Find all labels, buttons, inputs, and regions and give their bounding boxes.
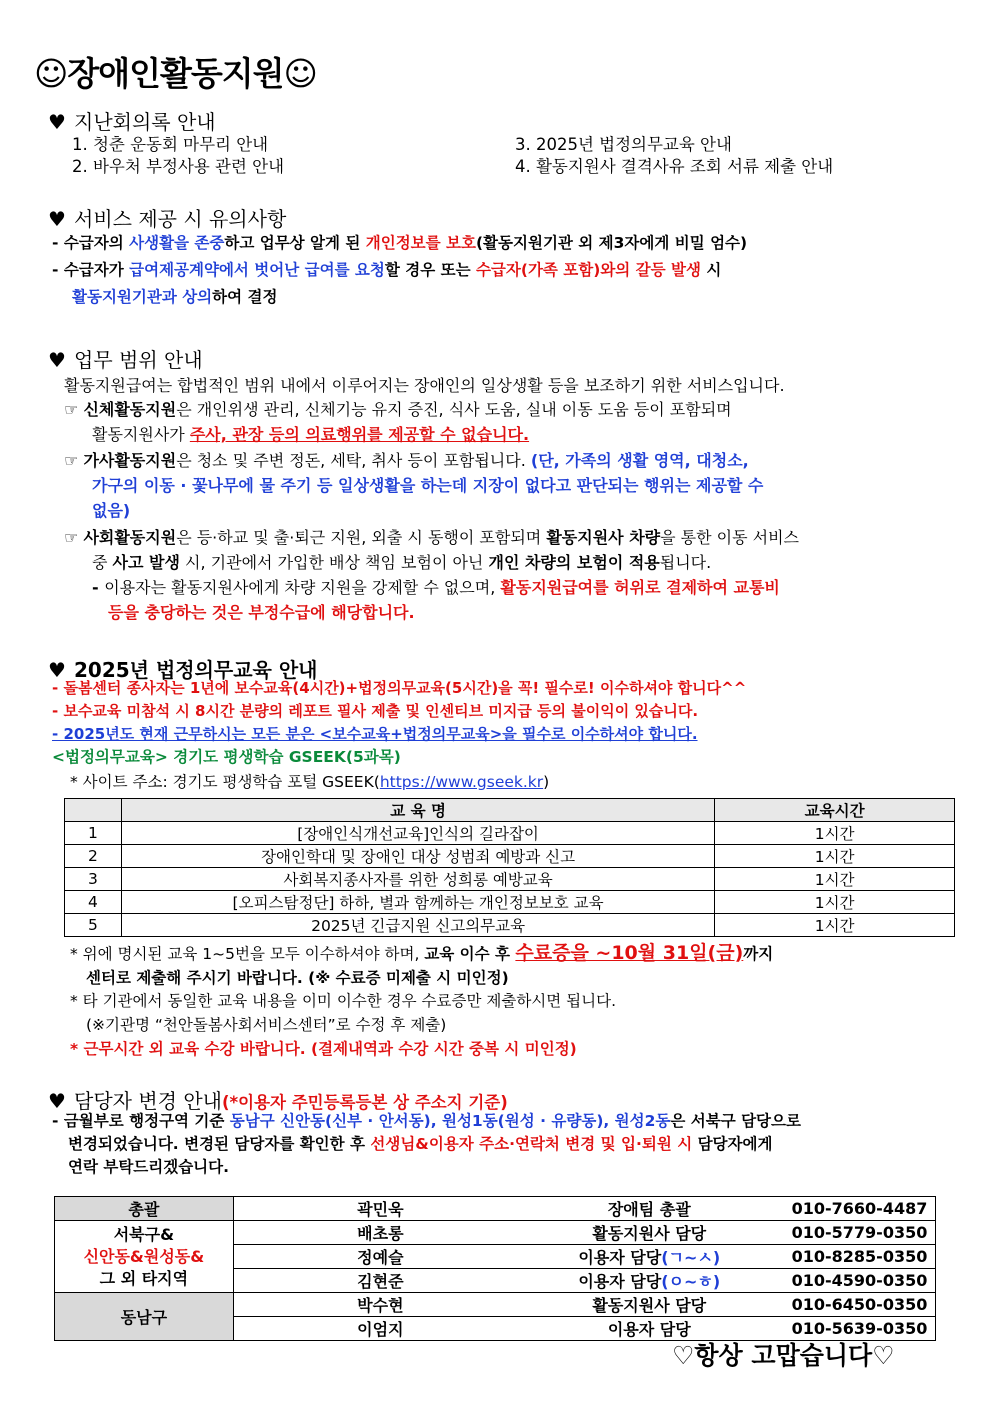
table-cell: 010-4590-0350	[772, 1269, 936, 1293]
manager-change-line-3: 연락 부탁드리겠습니다.	[68, 1158, 230, 1176]
gseek-link[interactable]: https://www.gseek.kr	[379, 773, 544, 791]
table-cell: 3	[65, 868, 122, 891]
table-cell: 1시간	[715, 914, 955, 937]
pointing-hand-icon: ☞	[64, 451, 79, 470]
table-row	[55, 1197, 936, 1221]
table-cell: 정예슬	[233, 1245, 527, 1269]
table-cell: 5	[65, 914, 122, 937]
closing-message: ♡항상 고맙습니다♡	[672, 1341, 895, 1370]
list-item: 4. 활동지원사 결격사유 조회 서류 제출 안내	[515, 157, 834, 176]
table-cell: [오피스탐정단] 하하, 별과 함께하는 개인정보보호 교육	[121, 891, 714, 914]
pointing-hand-icon: ☞	[64, 400, 79, 419]
table-header: 교 육 명	[121, 799, 714, 822]
heart-icon: ♥	[48, 658, 66, 682]
scope-social-line-4: 등을 충당하는 것은 부정수급에 해당합니다.	[108, 603, 415, 622]
table-cell: 이용자 담당(ㄱ~ㅅ)	[527, 1245, 772, 1269]
table-cell: 1시간	[715, 845, 955, 868]
education-submit-line: 센터로 제출해 주시기 바랍니다. (※ 수료증 미제출 시 미인정)	[86, 969, 509, 987]
table-cell: 4	[65, 891, 122, 914]
table-cell: 배초롱	[233, 1221, 527, 1245]
scope-physical-line-1: ☞ 신체활동지원은 개인위생 관리, 신체기능 유지 증진, 식사 도움, 실내 이동 도움 등이 포함되며	[64, 400, 732, 419]
page-title: ☺장애인활동지원☺	[34, 54, 317, 93]
section-heading-scope: ♥ 업무 범위 안내	[48, 348, 203, 372]
table-cell: 1시간	[715, 822, 955, 845]
table-header-row	[65, 799, 955, 822]
manager-table	[54, 1196, 936, 1341]
table-cell: 곽민욱	[233, 1197, 527, 1221]
table-row	[65, 868, 955, 891]
education-note-1: - 돌봄센터 종사자는 1년에 보수교육(4시간)+법정의무교육(5시간)을 꼭! 필수로! 이수하셔야 합니다^^	[52, 679, 747, 697]
table-cell: 총괄	[55, 1197, 234, 1221]
table-cell: 박수현	[233, 1293, 527, 1317]
precaution-line-1: - 수급자의 사생활을 존중하고 업무상 알게 된 개인정보를 보호(활동지원기관 외 제3자에게 비밀 엄수)	[52, 234, 748, 252]
table-cell: [장애인식개선교육]인식의 길라잡이	[121, 822, 714, 845]
table-cell: 010-7660-4487	[772, 1197, 936, 1221]
section-heading-minutes: ♥ 지난회의록 안내	[48, 110, 216, 134]
table-cell: 장애팀 총괄	[527, 1197, 772, 1221]
table-cell: 1	[65, 822, 122, 845]
scope-household-line-3: 없음)	[92, 501, 131, 520]
table-cell: 010-5779-0350	[772, 1221, 936, 1245]
scope-social-line-1: ☞ 사회활동지원은 등·하교 및 출·퇴근 지원, 외출 시 동행이 포함되며 활동지원사 차량을 통한 이동 서비스	[64, 528, 800, 547]
list-item: 1. 청춘 운동회 마무리 안내	[72, 135, 269, 154]
heart-icon: ♥	[48, 348, 66, 372]
education-site-line: * 사이트 주소: 경기도 평생학습 포털 GSEEK(https://www.gseek.kr)	[70, 773, 550, 791]
heart-icon: ♥	[48, 1089, 66, 1113]
section-heading-precautions: ♥ 서비스 제공 시 유의사항	[48, 207, 287, 231]
pointing-hand-icon: ☞	[64, 528, 79, 547]
table-row	[65, 822, 955, 845]
manager-change-line-2: 변경되었습니다. 변경된 담당자를 확인한 후 선생님&이용자 주소·연락처 변경 및 입·퇴원 시 담당자에게	[68, 1135, 773, 1153]
section-heading-education: ♥ 2025년 법정의무교육 안내	[48, 658, 318, 682]
heart-icon: ♥	[48, 110, 66, 134]
table-cell: 이용자 담당(ㅇ~ㅎ)	[527, 1269, 772, 1293]
education-note-other: * 타 기관에서 동일한 교육 내용을 이미 이수한 경우 수료증만 제출하시면 됩니다.	[70, 992, 617, 1010]
list-item: 3. 2025년 법정의무교육 안내	[515, 135, 732, 154]
table-cell: 김현준	[233, 1269, 527, 1293]
scope-household-line-2: 가구의 이동 · 꽃나무에 물 주기 등 일상생활을 하는데 지장이 없다고 판단되는 행위는 제공할 수	[92, 476, 764, 495]
table-cell: 2025년 긴급지원 신고의무교육	[121, 914, 714, 937]
table-cell: 010-8285-0350	[772, 1245, 936, 1269]
table-row	[55, 1293, 936, 1317]
scope-social-line-2: 중 사고 발생 시, 기관에서 가입한 배상 책임 보험이 아닌 개인 차량의 보험이 적용됩니다.	[92, 553, 712, 572]
table-cell: 1시간	[715, 891, 955, 914]
list-item: 2. 바우처 부정사용 관련 안내	[72, 157, 285, 176]
table-cell: 2	[65, 845, 122, 868]
table-cell: 010-5639-0350	[772, 1317, 936, 1341]
table-header: 교육시간	[715, 799, 955, 822]
education-gseek-line: <법정의무교육> 경기도 평생학습 GSEEK(5과목)	[52, 748, 401, 766]
precaution-line-3: 활동지원기관과 상의하여 결정	[72, 288, 278, 306]
scope-physical-line-2: 활동지원사가 주사, 관장 등의 의료행위를 제공할 수 없습니다.	[92, 425, 530, 444]
education-note-hours: * 근무시간 외 교육 수강 바랍니다. (결제내역과 수강 시간 중복 시 미인정)	[70, 1040, 577, 1058]
table-cell: 사회복지종사자를 위한 성희롱 예방교육	[121, 868, 714, 891]
table-cell: 이용자 담당	[527, 1317, 772, 1341]
scope-social-line-3: - 이용자는 활동지원사에게 차량 지원을 강제할 수 없으며, 활동지원급여를 허위로 결제하여 교통비	[92, 578, 780, 597]
table-row	[65, 914, 955, 937]
table-cell: 이엄지	[233, 1317, 527, 1341]
table-cell: 010-6450-0350	[772, 1293, 936, 1317]
table-header	[65, 799, 122, 822]
table-cell: 활동지원사 담당	[527, 1221, 772, 1245]
precaution-line-2: - 수급자가 급여제공계약에서 벗어난 급여를 요청할 경우 또는 수급자(가족 포함)와의 갈등 발생 시	[52, 261, 722, 279]
table-cell: 활동지원사 담당	[527, 1293, 772, 1317]
education-table	[64, 798, 955, 937]
education-note-3: - 2025년도 현재 근무하시는 모든 분은 <보수교육+법정의무교육>을 필수로 이수하셔야 합니다.	[52, 725, 698, 743]
table-row	[55, 1221, 936, 1245]
table-cell: 1시간	[715, 868, 955, 891]
table-cell: 서북구& 신안동&원성동& 그 외 타지역	[55, 1221, 234, 1293]
scope-intro: 활동지원급여는 합법적인 범위 내에서 이루어지는 장애인의 일상생활 등을 보조하기 위한 서비스입니다.	[64, 376, 785, 395]
scope-household-line-1: ☞ 가사활동지원은 청소 및 주변 정돈, 세탁, 취사 등이 포함됩니다. (단, 가족의 생활 영역, 대청소,	[64, 451, 749, 470]
education-note-2: - 보수교육 미참석 시 8시간 분량의 레포트 필사 제출 및 인센티브 미지급 등의 불이익이 있습니다.	[52, 702, 699, 720]
education-deadline-line: * 위에 명시된 교육 1~5번을 모두 이수하셔야 하며, 교육 이수 후 수료증을 ~10월 31일(금)까지	[70, 942, 774, 964]
education-note-agency: (※기관명 “천안돌봄사회서비스센터”로 수정 후 제출)	[86, 1016, 447, 1034]
table-row	[65, 891, 955, 914]
manager-change-line-1: - 금월부로 행정구역 기준 동남구 신안동(신부 · 안서동), 원성1동(원성 · 유량동), 원성2동은 서북구 담당으로	[52, 1112, 801, 1130]
table-cell: 동남구	[55, 1293, 234, 1341]
section-heading-manager-change: ♥ 담당자 변경 안내(*이용자 주민등록등본 상 주소지 기준)	[48, 1089, 508, 1113]
table-row	[65, 845, 955, 868]
table-cell: 장애인학대 및 장애인 대상 성범죄 예방과 신고	[121, 845, 714, 868]
heart-icon: ♥	[48, 207, 66, 231]
